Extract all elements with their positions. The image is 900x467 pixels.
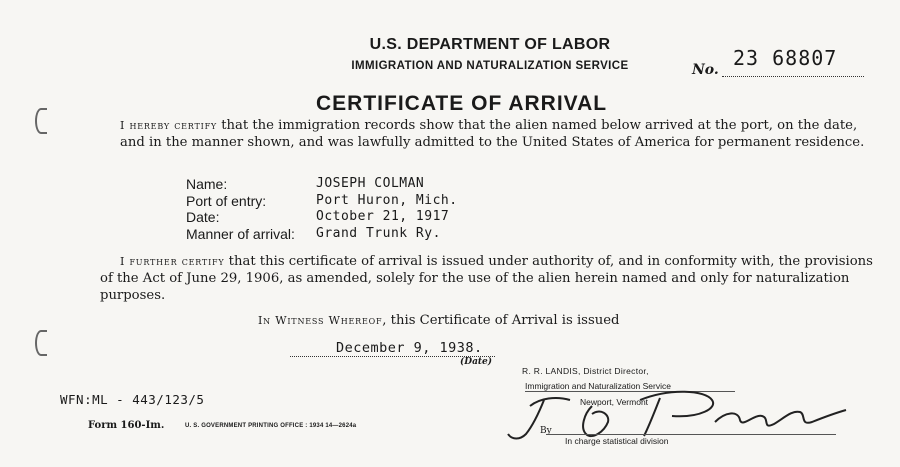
witness-lead: In Witness Whereof — [258, 314, 383, 327]
form-number: Form 160-Im. — [88, 420, 165, 431]
punch-hole-top — [35, 108, 47, 134]
handwritten-signature — [500, 378, 860, 448]
in-charge-label: In charge statistical division — [565, 436, 669, 446]
printing-office: U. S. GOVERNMENT PRINTING OFFICE : 1934 14—2624a — [185, 423, 357, 429]
further-paragraph — [100, 253, 880, 304]
witness-text: , this Certificate of Arrival is issued — [382, 313, 620, 328]
service-name: IMMIGRATION AND NATURALIZATION SERVICE — [351, 60, 629, 72]
field-value: Grand Trunk Ry. — [316, 225, 441, 241]
field-label: Manner of arrival: — [186, 225, 295, 242]
date-caption: (Date) — [460, 357, 493, 367]
certificate-number: 23 68807 — [733, 46, 838, 70]
field-value: Port Huron, Mich. — [316, 192, 458, 208]
issue-date: December 9, 1938. — [290, 340, 495, 357]
field-value: JOSEPH COLMAN — [316, 176, 425, 191]
certify-lead: I hereby certify — [120, 119, 218, 132]
number-dotted-line — [722, 76, 864, 77]
further-text: that this certificate of arrival is issued under authority of, and in conformity with, the provisions of the Act of June 29, 1906, as amended, solely for the use of the alien herein named and only for naturalization purposes. — [100, 254, 873, 303]
file-reference: WFN:ML - 443/123/5 — [60, 392, 205, 407]
field-port-row — [186, 193, 458, 210]
field-manner-row — [186, 226, 458, 243]
witness-line — [258, 312, 619, 329]
field-label: Date: — [186, 209, 220, 225]
director-name: R. R. LANDIS, District Director, — [522, 366, 649, 376]
service-signature-line: Immigration and Naturalization Service — [525, 381, 735, 392]
arrival-fields — [186, 176, 458, 242]
location: Newport, Vermont — [580, 397, 649, 407]
further-lead: I further certify — [120, 255, 225, 268]
department-name: U.S. DEPARTMENT OF LABOR — [369, 36, 611, 53]
certify-paragraph — [120, 117, 880, 151]
field-label: Port of entry: — [186, 192, 267, 209]
field-name-row — [186, 176, 458, 193]
field-value: October 21, 1917 — [316, 209, 450, 224]
punch-hole-bottom — [35, 330, 47, 356]
signature-underline — [546, 434, 836, 435]
field-date-row — [186, 209, 458, 226]
certificate-title: CERTIFICATE OF ARRIVAL — [316, 92, 608, 115]
by-label: By — [540, 426, 552, 436]
number-label: No. — [692, 62, 719, 78]
field-label: Name: — [186, 176, 228, 192]
certify-text: that the immigration records show that the alien named below arrived at the port, on the date, and in the manner shown, and was lawfully admitted to the United States of America for permanent residence. — [120, 118, 865, 150]
